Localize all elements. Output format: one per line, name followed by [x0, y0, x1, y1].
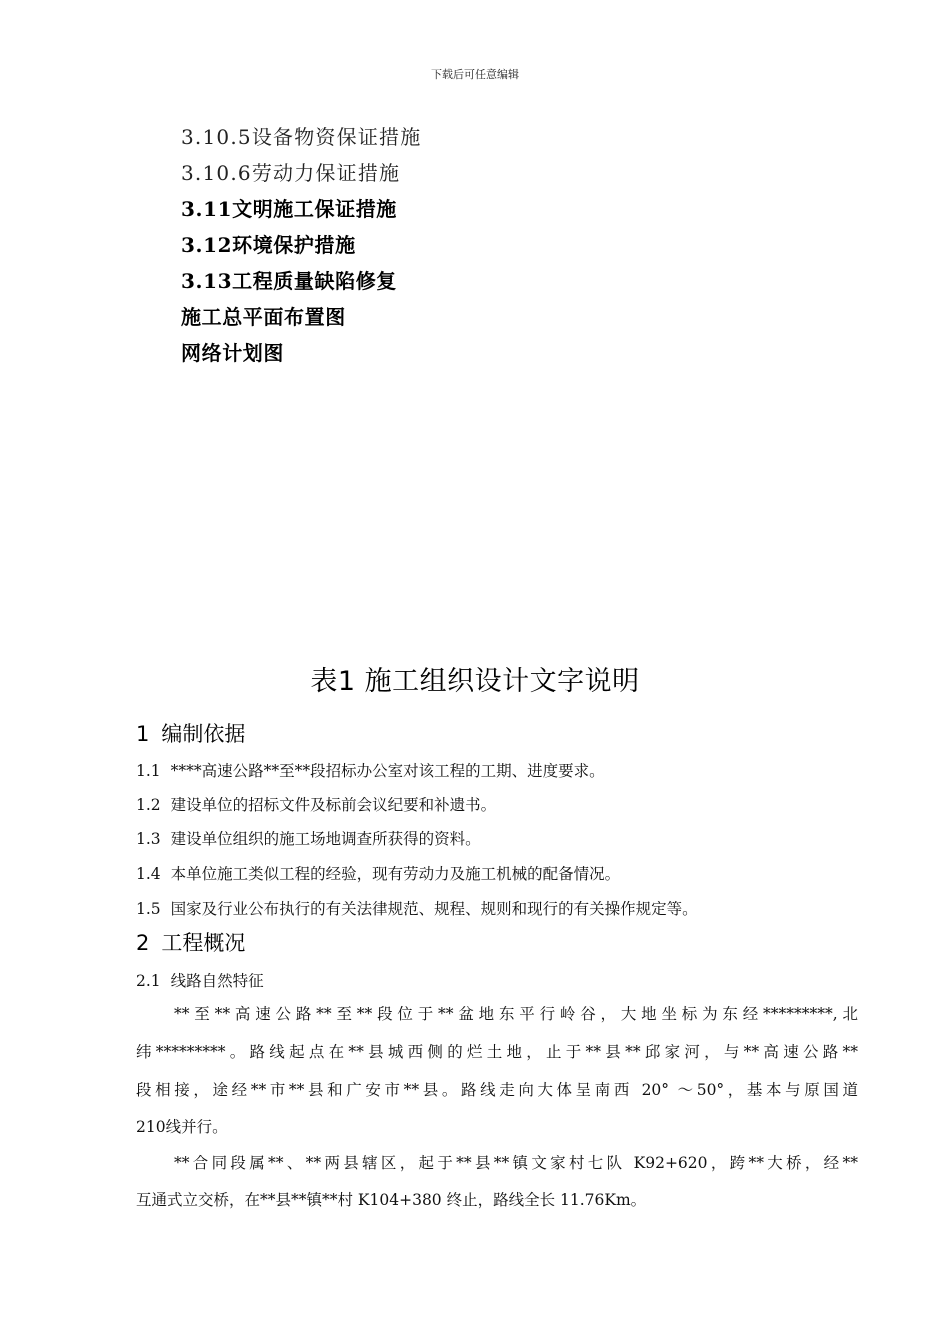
toc-item-3-10-6: 3.10.6劳动力保证措施: [181, 161, 401, 185]
paragraph2-line-2: 互通式立交桥，在**县**镇**村 K104+380 终止，路线全长 11.76Km。: [136, 1191, 647, 1209]
section2-title: 工程概况: [161, 931, 246, 955]
section1-item-1-1: [136, 760, 605, 782]
item-text: 建设单位的招标文件及标前会议纪要和补遗书。: [170, 796, 497, 814]
section2-number: 2: [136, 931, 150, 955]
item-text: 本单位施工类似工程的经验，现有劳动力及施工机械的配备情况。: [170, 865, 621, 883]
section1-item-1-2: [136, 794, 496, 816]
toc-item-3-10-5: 3.10.5设备物资保证措施: [181, 125, 422, 149]
section1-item-1-5: [136, 898, 698, 920]
table-title: 表1 施工组织设计文字说明: [310, 666, 640, 697]
section1-number: 1: [136, 722, 150, 746]
section1-item-1-4: [136, 863, 620, 885]
item-text: ****高速公路**至**段招标办公室对该工程的工期、进度要求。: [170, 762, 605, 780]
item-number: 1.1: [136, 762, 161, 780]
item-number: 1.4: [136, 865, 161, 883]
section2-heading: [136, 928, 245, 958]
item-number: 1.2: [136, 796, 161, 814]
sub-number: 2.1: [136, 972, 161, 990]
section1-heading: [136, 719, 245, 749]
paragraph2-line-1: **合同段属**、**两县辖区，起于**县**镇文家村七队 K92+620，跨**大桥，经**: [174, 1154, 858, 1172]
item-number: 1.3: [136, 830, 161, 848]
paragraph1-line-1: **至**高速公路**至**段位于**盆地东平行岭谷，大地坐标为东经*********,北: [174, 1005, 858, 1023]
toc-item-3-12: 3.12环境保护措施: [181, 233, 356, 257]
header-note: 下载后可任意编辑: [431, 68, 519, 81]
sub-title: 线路自然特征: [170, 972, 264, 990]
item-text: 建设单位组织的施工场地调查所获得的资料。: [170, 830, 481, 848]
section1-item-1-3: [136, 828, 481, 850]
section1-title: 编制依据: [161, 722, 246, 746]
paragraph1-line-2: 纬*********。路线起点在**县城西侧的烂土地，止于**县**邱家河，与**高速公路**: [136, 1043, 858, 1061]
toc-item-site-plan: 施工总平面布置图: [181, 305, 346, 329]
item-text: 国家及行业公布执行的有关法律规范、规程、规则和现行的有关操作规定等。: [170, 900, 698, 918]
item-number: 1.5: [136, 900, 161, 918]
toc-item-3-13: 3.13工程质量缺陷修复: [181, 269, 397, 293]
toc-item-3-11: 3.11文明施工保证措施: [181, 197, 397, 221]
paragraph1-line-4: 210线并行。: [136, 1118, 228, 1136]
toc-item-network-plan: 网络计划图: [181, 341, 284, 365]
section2-subheading: [136, 970, 264, 992]
paragraph1-line-3: 段相接，途经**市**县和广安市**县。路线走向大体呈南西 20° ～50°，基本与原国道: [136, 1081, 858, 1099]
